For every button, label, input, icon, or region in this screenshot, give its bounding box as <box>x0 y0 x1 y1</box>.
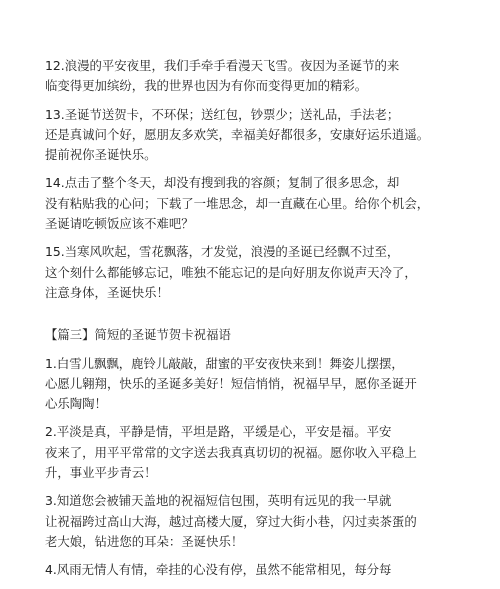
paragraph-line: 14.点击了整个冬天，却没有搜到我的容颜；复制了很多思念，却 <box>45 175 400 191</box>
paragraph-line: 升，事业平步青云！ <box>45 465 157 481</box>
paragraph-line: 圣诞请吃顿饭应该不难吧？ <box>45 216 194 232</box>
paragraph-line: 心愿儿翱翔，快乐的圣诞多美好！短信悄悄，祝福早早，愿你圣诞开 <box>45 375 417 391</box>
paragraph-line: 注意身体，圣诞快乐！ <box>45 284 169 300</box>
paragraph-line: 还是真诚问个好，愿朋友多欢笑，幸福美好都很多，安康好运乐逍遥。 <box>45 126 430 142</box>
section-heading: 【篇三】简短的圣诞节贺卡祝福语 <box>45 327 231 343</box>
paragraph-12 <box>45 56 455 97</box>
paragraph-line: 15.当寒风吹起，雪花飘落，才发觉，浪漫的圣诞已经飘不过至， <box>45 244 400 260</box>
paragraph-1 <box>45 354 455 415</box>
paragraph-4 <box>45 560 455 580</box>
paragraph-line: 心乐陶陶！ <box>45 396 107 412</box>
paragraph-3 <box>45 491 455 552</box>
paragraph-line: 13.圣诞节送贺卡，不环保；送红包，钞票少；送礼品，手法老； <box>45 106 400 122</box>
paragraph-line: 这个刻什么都能够忘记，唯独不能忘记的是向好朋友你说声天冷了， <box>45 264 417 280</box>
paragraph-2 <box>45 422 455 483</box>
paragraph-14 <box>45 173 455 234</box>
paragraph-line: 夜来了，用平平常常的文字送去我真真切切的祝福。愿你收入平稳上 <box>45 444 417 460</box>
paragraph-line: 让祝福跨过高山大海，越过高楼大厦，穿过大街小巷，闪过卖茶蛋的 <box>45 513 417 529</box>
paragraph-line: 没有粘贴我的心问；下载了一堆思念，却一直藏在心里。给你个机会， <box>45 195 430 211</box>
paragraph-line: 3.知道您会被铺天盖地的祝福短信包围，英明有远见的我一早就 <box>45 493 392 509</box>
paragraph-line: 提前祝你圣诞快乐。 <box>45 147 157 163</box>
paragraph-line: 1.白雪儿飘飘，鹿铃儿敲敲，甜蜜的平安夜快来到！舞姿儿摆摆， <box>45 355 404 371</box>
paragraph-13 <box>45 105 455 166</box>
paragraph-line: 4.风雨无情人有情，牵挂的心没有停，虽然不能常相见，每分每 <box>45 562 392 578</box>
paragraph-line: 2.平淡是真，平静是情，平坦是路，平缓是心，平安是福。平安 <box>45 424 392 440</box>
paragraph-line: 老大娘，钻进您的耳朵：圣诞快乐！ <box>45 533 244 549</box>
document-body <box>45 56 455 589</box>
paragraph-line: 临变得更加缤纷，我的世界也因为有你而变得更加的精彩。 <box>45 78 368 94</box>
paragraph-15 <box>45 242 455 303</box>
paragraph-line: 12.浪漫的平安夜里，我们手牵手看漫天飞雪。夜因为圣诞节的来 <box>45 58 400 73</box>
